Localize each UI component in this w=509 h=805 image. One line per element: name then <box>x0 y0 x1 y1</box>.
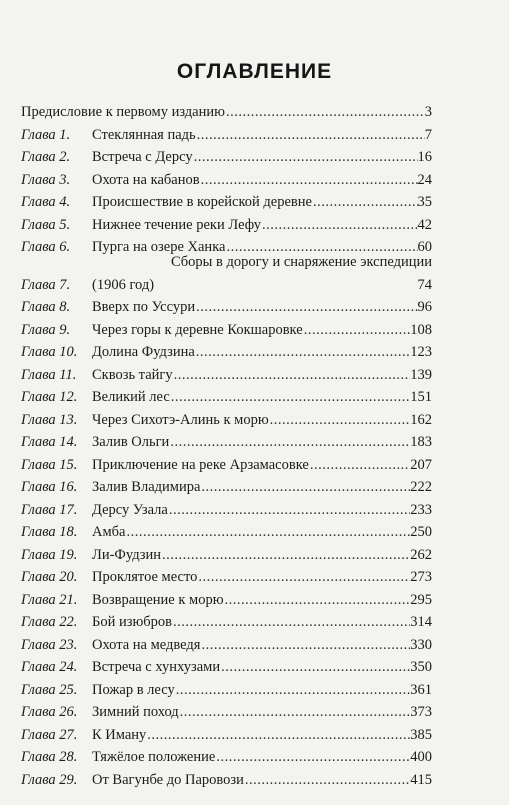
toc-entry <box>92 214 432 237</box>
dot-leader <box>125 521 410 544</box>
chapter-title: Сборы в дорогу и снаряжение экспедиции <box>170 254 432 270</box>
toc-entry <box>92 701 432 724</box>
toc-row <box>21 454 432 477</box>
dot-leader <box>269 409 411 432</box>
dot-leader <box>195 341 410 364</box>
toc-row <box>21 364 432 387</box>
toc-row <box>21 634 432 657</box>
dot-leader <box>224 589 411 612</box>
page-number: 314 <box>410 614 432 630</box>
chapter-title: Приключение на реке Арзамасовке <box>92 456 309 473</box>
chapter-title: Встреча с Дерсу <box>92 149 193 165</box>
dot-leader <box>197 566 410 589</box>
page-number: 35 <box>417 194 432 210</box>
toc-row <box>21 611 432 634</box>
chapter-label: Глава 11. <box>21 366 77 383</box>
toc-entry <box>92 746 432 769</box>
page-number: 16 <box>417 149 432 165</box>
page-number: 207 <box>410 456 432 473</box>
chapter-label: Глава 25. <box>21 681 78 698</box>
chapter-label: Глава 22. <box>21 614 78 630</box>
toc-entry <box>92 566 432 589</box>
toc-entry <box>92 409 432 432</box>
chapter-title-line2: (1906 год) <box>92 276 155 293</box>
dot-leader <box>244 769 410 792</box>
table-of-contents <box>21 101 432 791</box>
toc-row <box>21 679 432 702</box>
toc-row <box>21 296 432 319</box>
toc-entry <box>92 499 432 522</box>
dot-leader <box>220 656 410 679</box>
toc-entry <box>92 124 432 147</box>
dot-leader <box>196 124 425 147</box>
chapter-title: Через Сихотэ-Алинь к морю <box>92 411 269 428</box>
toc-entry <box>92 454 432 477</box>
chapter-label: Глава 26. <box>21 704 78 720</box>
chapter-title: Встреча с хунхузами <box>92 659 221 675</box>
toc-entry <box>92 146 432 169</box>
toc-entry <box>92 364 432 387</box>
chapter-title: Через горы к деревне Кокшаровке <box>92 321 303 338</box>
page-number: 42 <box>417 216 432 233</box>
toc-entry <box>92 769 432 792</box>
page-number: 262 <box>410 546 432 563</box>
chapter-title: Пожар в лесу <box>92 681 175 698</box>
chapter-label: Глава 29. <box>21 771 78 788</box>
chapter-title: Стеклянная падь <box>92 126 196 143</box>
chapter-title: Охота на кабанов <box>92 171 200 188</box>
dot-leader <box>175 679 411 702</box>
chapter-label: Глава 5. <box>21 216 71 233</box>
dot-leader <box>169 431 410 454</box>
page-number: 123 <box>410 344 432 360</box>
toc-entry <box>92 611 432 634</box>
chapter-label: Глава 4. <box>21 194 71 210</box>
chapter-title: Залив Владимира <box>92 479 201 495</box>
page-title: ОГЛАВЛЕНИЕ <box>176 60 333 83</box>
page-number: 60 <box>417 239 432 255</box>
toc-row <box>21 499 432 522</box>
chapter-label: Глава 2. <box>21 149 71 165</box>
chapter-title: Нижнее течение реки Лефу <box>92 216 261 233</box>
page-number: 3 <box>424 104 432 120</box>
dot-leader <box>225 101 425 124</box>
toc-row <box>21 341 432 364</box>
dot-leader <box>261 214 418 237</box>
toc-entry <box>21 101 432 124</box>
page-number: 183 <box>410 434 432 450</box>
toc-row-preface <box>21 101 432 124</box>
chapter-title: Дерсу Узала <box>92 501 168 518</box>
chapter-label: Глава 18. <box>21 524 78 540</box>
toc-entry <box>92 191 432 214</box>
chapter-label: Глава 8. <box>21 299 71 315</box>
chapter-title: Амба <box>92 524 126 540</box>
chapter-label: Глава 6. <box>21 239 71 255</box>
chapter-title: Сквозь тайгу <box>92 366 173 383</box>
toc-row <box>21 319 432 342</box>
chapter-title: Долина Фудзина <box>92 344 195 360</box>
dot-leader <box>303 319 411 342</box>
toc-row <box>21 589 432 612</box>
page-number: 361 <box>410 681 432 698</box>
chapter-title: От Вагунбе до Паровози <box>92 771 244 788</box>
chapter-title: Бой изюбров <box>92 614 173 630</box>
chapter-label: Глава 16. <box>21 479 78 495</box>
toc-row <box>21 521 432 544</box>
page-number: 108 <box>410 321 432 338</box>
page-number: 330 <box>410 636 432 653</box>
page-number: 233 <box>410 501 432 518</box>
dot-leader <box>200 634 410 657</box>
toc-entry <box>92 476 432 499</box>
toc-entry <box>92 431 432 454</box>
toc-row <box>21 701 432 724</box>
toc-row <box>21 431 432 454</box>
chapter-label: Глава 20. <box>21 569 78 585</box>
toc-row <box>21 544 432 567</box>
page-number: 96 <box>417 299 432 315</box>
chapter-label: Глава 15. <box>21 456 78 473</box>
chapter-title: Великий лес <box>92 389 170 405</box>
toc-entry <box>92 386 432 409</box>
toc-entry <box>92 319 432 342</box>
chapter-title: Пурга на озере Ханка <box>92 239 226 255</box>
dot-leader <box>161 544 410 567</box>
chapter-label: Глава 14. <box>21 434 78 450</box>
dot-leader <box>173 364 411 387</box>
toc-entry <box>92 634 432 657</box>
page-number: 295 <box>410 591 432 608</box>
toc-row <box>21 769 432 792</box>
page-number: 415 <box>410 771 432 788</box>
chapter-title: Зимний поход <box>92 704 179 720</box>
toc-row <box>21 254 432 297</box>
page-number: 400 <box>410 749 432 765</box>
chapter-label: Глава 10. <box>21 344 78 360</box>
toc-row <box>21 409 432 432</box>
dot-leader <box>312 191 418 214</box>
chapter-title-continuation <box>92 274 432 297</box>
chapter-title: Проклятое место <box>92 569 198 585</box>
toc-row <box>21 169 432 192</box>
toc-entry <box>92 296 432 319</box>
dot-leader <box>215 746 410 769</box>
page-number: 162 <box>410 411 432 428</box>
chapter-title: Тяжёлое положение <box>92 749 216 765</box>
page-number: 222 <box>410 479 432 495</box>
chapter-label: Глава 9. <box>21 321 71 338</box>
chapter-title: Ли-Фудзин <box>92 546 162 563</box>
toc-row <box>21 386 432 409</box>
toc-row <box>21 124 432 147</box>
dot-leader <box>168 499 410 522</box>
toc-entry <box>92 589 432 612</box>
toc-row <box>21 746 432 769</box>
chapter-label: Глава 27. <box>21 726 78 743</box>
toc-row <box>21 724 432 747</box>
page-number: 385 <box>410 726 432 743</box>
toc-entry <box>92 341 432 364</box>
toc-entry <box>92 521 432 544</box>
chapter-label: Глава 19. <box>21 546 78 563</box>
chapter-label: Глава 28. <box>21 749 78 765</box>
chapter-label: Глава 1. <box>21 126 71 143</box>
toc-entry <box>92 169 432 192</box>
toc-row <box>21 656 432 679</box>
page-number: 74 <box>417 276 432 293</box>
page-number: 139 <box>410 366 432 383</box>
page-number: 250 <box>410 524 432 540</box>
dot-leader <box>195 296 417 319</box>
chapter-label: Глава 7. <box>21 276 71 293</box>
page-number: 7 <box>424 126 432 143</box>
dot-leader <box>179 701 411 724</box>
toc-row <box>21 476 432 499</box>
toc-entry <box>92 251 432 296</box>
chapter-label: Глава 12. <box>21 389 78 405</box>
page-number: 373 <box>410 704 432 720</box>
chapter-label: Глава 13. <box>21 411 78 428</box>
chapter-title: Залив Ольги <box>92 434 170 450</box>
dot-leader <box>309 454 410 477</box>
chapter-label: Глава 3. <box>21 171 71 188</box>
dot-leader <box>193 146 418 169</box>
toc-row <box>21 146 432 169</box>
toc-entry <box>92 679 432 702</box>
dot-leader <box>172 611 410 634</box>
toc-row <box>21 566 432 589</box>
dot-leader <box>200 169 418 192</box>
toc-entry <box>92 544 432 567</box>
chapter-title: Происшествие в корейской деревне <box>92 194 312 210</box>
toc-row <box>21 214 432 237</box>
dot-leader <box>170 386 410 409</box>
toc-entry <box>92 724 432 747</box>
chapter-label: Глава 24. <box>21 659 78 675</box>
chapter-label: Глава 17. <box>21 501 78 518</box>
toc-row <box>21 191 432 214</box>
chapter-title: Вверх по Уссури <box>92 299 196 315</box>
page-number: 151 <box>410 389 432 405</box>
page-number: 273 <box>410 569 432 585</box>
dot-leader <box>146 724 410 747</box>
chapter-label: Глава 21. <box>21 591 78 608</box>
chapter-title: Возвращение к морю <box>92 591 224 608</box>
page-number: 24 <box>417 171 432 188</box>
chapter-title: К Иману <box>92 726 147 743</box>
preface-title: Предисловие к первому изданию <box>21 104 225 120</box>
toc-entry <box>92 656 432 679</box>
dot-leader <box>200 476 410 499</box>
chapter-label: Глава 23. <box>21 636 78 653</box>
page-number: 350 <box>410 659 432 675</box>
chapter-title: Охота на медведя <box>92 636 201 653</box>
